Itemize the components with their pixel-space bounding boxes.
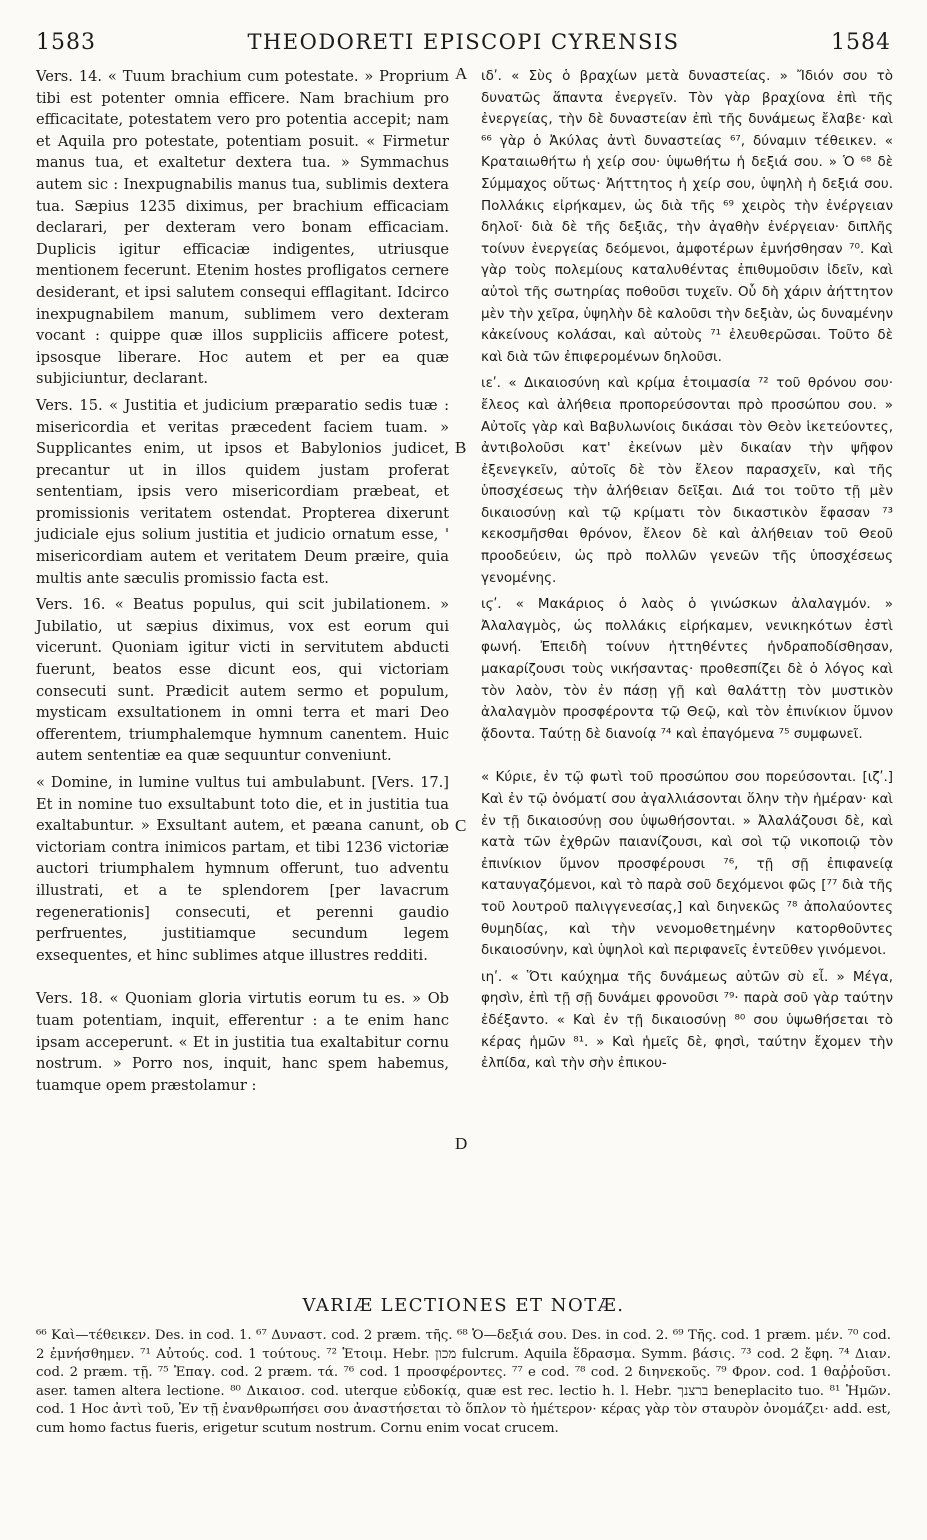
greek-paragraph: ιδʹ. « Σὺς ὁ βραχίων μετὰ δυναστείας. » Ἴδιόν σου τὸ δυνατῶς ἅπαντα ἐνεργεῖν. Τὸν γὰρ βραχίονα ἐπὶ τῆς ἐνεργείας, τὴν δὲ δυναστείαν ἐπὶ τῆς δυνάμεως ἔλαβε· καὶ ⁶⁶ γὰρ ὁ Ἀκύλας ἀντὶ δυναστείας ⁶⁷, δύναμιν τέθεικεν. « Κραταιωθήτω ἡ χείρ σου· ὑψωθήτω ἡ δεξιά σου. » Ὁ ⁶⁸ δὲ Σύμμαχος οὕτως· Ἀήττητος ἡ χείρ σου, ὑψηλὴ ἡ δεξιά σου. Πολλάκις εἰρήκαμεν, ὡς διὰ τῆς ⁶⁹ χειρὸς τὴν ἐνέργειαν δηλοῖ· διὰ δὲ τῆς δεξιᾶς, τὴν ἀγαθὴν ἐνέργειαν· διπλῆς τοίνυν ἐνεργείας δεόμενοι, ἀμφοτέρων ἐμνήσθησαν ⁷⁰. Καὶ γὰρ τοὺς πολεμίους καταλυθέντας ἐπιθυμοῦσιν ἰδεῖν, καὶ αὐτοὶ τῆς σωτηρίας ποθοῦσι τυχεῖν. Οὗ δὴ χάριν ἀήττητον μὲν τὴν χεῖρα, ὑψηλὴν δὲ καλοῦσι τὴν δεξιὰν, ὡς δυναμένην κἀκείνους κολάσαι, καὶ αὐτοὺς ⁷¹ ἐλευθερῶσαι. Τοῦτο δὲ καὶ διὰ τῶν ἐπιφερομένων δηλοῦσι. (481, 68, 893, 365)
latin-column (36, 66, 449, 1096)
margin-letter-d: D (455, 1134, 468, 1153)
notes-heading: VARIÆ LECTIONES ET NOTÆ. (302, 1295, 625, 1316)
margin-letter-a: A (455, 64, 468, 83)
running-head (36, 30, 891, 60)
latin-paragraph: Vers. 18. « Quoniam gloria virtutis eorum tu es. » Ob tuam potentiam, inquit, efferentur : a te enim hanc ipsam acceperunt. « Et in justitia tua exaltabitur cornu nostrum. » Porro nos, inquit, hanc spem habemus, tuamque opem præstolamur : (36, 990, 449, 1094)
latin-paragraph: Vers. 15. « Justitia et judicium præparatio sedis tuæ : misericordia et veritas præcedent faciem tuam. » Supplicantes enim, ut ipsos et Babylonios judicet, precantur ut in illos quidem justam proferat sententiam, ipsis vero misericordiam præbeat, et promissionis veritatem ostendat. Propterea dixerunt judiciale ejus solium justitia et judicio ornatum esse, ' misericordiam autem et veritatem Deum præire, quia multis ante sæculis promissio facta est. (36, 396, 449, 587)
margin-letter-b: B (455, 438, 467, 457)
margin-letter-c: C (455, 816, 467, 835)
running-title: THEODORETI EPISCOPI CYRENSIS (247, 30, 680, 54)
latin-paragraph: Vers. 16. « Beatus populus, qui scit jubilationem. » Jubilatio, ut sæpius diximus, vox est eorum qui vicerunt. Quoniam igitur victi in servitutem abducti fuerunt, beatos esse dicunt eos, qui victoriam consecuti sunt. Prædicit autem sermo et populum, mysticam exsultationem in omni terra et mari Deo offerentem, triumphalemque hymnum canentem. Huic autem sententiæ ea quæ sequuntur conveniunt. (36, 596, 449, 765)
latin-paragraph: Vers. 14. « Tuum brachium cum potestate. » Proprium tibi est potenter omnia efficere. Nam brachium pro efficacitate, potestatem vero pro potentia accepit; nam et Aquila pro potestate, potentiam posuit. « Firmetur manus tua, et exaltetur dextera tua. » Symmachus autem sic : Inexpugnabilis manus tua, sublimis dextera tua. Sæpius 1235 diximus, per brachium efficaciam declarari, per dexteram vero bonam efficaciam. Duplicis igitur efficaciæ indigentes, utriusque mentionem fecerunt. Etenim hostes profligatos cernere desiderant, et ipsi salutem consequi efflagitant. Idcirco inexpugnabilem manum, sublimem vero dexteram vocant : quippe quæ illos suppliciis afficere potest, ipsosque liberare. Hoc autem et per ea quæ subjiciuntur, declarant. (36, 68, 449, 388)
page-number-right: 1584 (831, 30, 891, 55)
notes-text: ⁶⁶ Καὶ—τέθεικεν. Des. in cod. 1. ⁶⁷ Δυναστ. cod. 2 præm. τῆς. ⁶⁸ Ὁ—δεξιά σου. Des. in cod. 2. ⁶⁹ Τῆς. cod. 1 præm. μέν. ⁷⁰ cod. 2 ἐμνήσθημεν. ⁷¹ Αὐτούς. cod. 1 τούτους. ⁷² Ἑτοιμ. Hebr. מכון fulcrum. Aquila ἕδρασμα. Symm. βάσις. ⁷³ cod. 2 ἔφη. ⁷⁴ Διαν. cod. 2 præm. τῇ. ⁷⁵ Ἐπαγ. cod. 2 præm. τά. ⁷⁶ cod. 1 προσφέροντες. ⁷⁷ e cod. ⁷⁸ cod. 2 διηνεκοῦς. ⁷⁹ Φρον. cod. 1 θαῤῥοῦσι. aser. tamen altera lectione. ⁸⁰ Δικαιοσ. cod. uterque εὐδοκίᾳ, quæ est rec. lectio h. l. Hebr. ברצנך beneplacito tuo. ⁸¹ Ἡμῶν. cod. 1 Hoc ἀντὶ τοῦ, Ἐν τῇ ἐνανθρωπήσει σου ἀναστήσεται τὸ ὅπλον τὸ ἡμέτερον· κέρας γὰρ τὸν σταυρὸν ὀνομάζει· add. est, cum homo factus fueris, erigetur scutum nostrum. Cornu enim vocat crucem. (36, 1328, 891, 1436)
variant-notes (36, 1327, 891, 1439)
greek-paragraph: ιηʹ. « Ὅτι καύχημα τῆς δυνάμεως αὐτῶν σὺ εἶ. » Μέγα, φησὶν, ἐπὶ τῇ σῇ δυνάμει φρονοῦσι ⁷⁹· παρὰ σοῦ γὰρ ταύτην ἐδέξαντο. « Καὶ ἐν τῇ δικαιοσύνῃ ⁸⁰ σου ὑψωθήσεται τὸ κέρας ἡμῶν ⁸¹. » Καὶ ἡμεῖς δὲ, φησὶ, ταύτην ἔχομεν τὴν ἐλπίδα, καὶ τὴν σὴν ἐπικου- (481, 968, 893, 1072)
greek-column (481, 66, 893, 1075)
greek-paragraph: ιϛʹ. « Μακάριος ὁ λαὸς ὁ γινώσκων ἀλαλαγμόν. » Ἀλαλαγμὸς, ὡς πολλάκις εἰρήκαμεν, νενικηκότων ἐστὶ φωνή. Ἐπειδὴ τοίνυν ἡττηθέντες ἠνδραποδίσθησαν, μακαρίζουσι τοὺς νικήσαντας· προθεσπίζει δὲ ὁ λόγος καὶ τὸν λαὸν, τὸν ἐν πάσῃ γῇ καὶ θαλάττῃ τὸν μυστικὸν ἀλαλαγμὸν προσφέροντα τῷ Θεῷ, καὶ τὸν ἐπινίκιον ὕμνον ᾄδοντα. Ταύτῃ δὲ διανοίᾳ ⁷⁴ καὶ ἐπαγόμενα ⁷⁵ συμφωνεῖ. (481, 596, 893, 742)
page-number-left: 1583 (36, 30, 96, 55)
latin-paragraph: « Domine, in lumine vultus tui ambulabunt. [Vers. 17.] Et in nomine tuo exsultabunt toto die, et in justitia tua exaltabuntur. » Exsultant autem, et pæana canunt, ob victoriam contra inimicos partam, et tibi 1236 victoriæ auctori triumphalem hymnum offerunt, tuo adventu illustrati, et a te splendorem [per lavacrum regenerationis] consecuti, et perenni gaudio perfruentes, justitiamque secundum legem exsequentes, et hinc sublimes atque illustres redditi. (36, 774, 449, 964)
greek-paragraph: ιεʹ. « Δικαιοσύνη καὶ κρίμα ἑτοιμασία ⁷² τοῦ θρόνου σου· ἔλεος καὶ ἀλήθεια προπορεύσονται πρὸ προσώπου σου. » Αὐτοῖς γὰρ καὶ Βαβυλωνίοις δικάσαι τὸν Θεὸν ἱκετεύοντες, ἀντιβολοῦσι κατ' ἐκείνων μὲν δικαίαν τὴν ψῆφον ἐξενεγκεῖν, αὐτοῖς δὲ τὸν ἔλεον παρασχεῖν, καὶ τῆς ὑποσχέσεως τὴν ἀλήθειαν δεῖξαι. Διά τοι τοῦτο τῇ μὲν δικαιοσύνῃ καὶ τῷ κρίματι τὸν δικαστικὸν ἔφασαν ⁷³ κεκοσμῆσθαι θρόνον, ἔλεον δὲ καὶ ἀλήθειαν τοῦ Θεοῦ προοδεύειν, ὡς πρὸ πολλῶν γενεῶν τῆς ὑποσχέσεως γενομένης. (481, 375, 893, 586)
greek-paragraph: « Κύριε, ἐν τῷ φωτὶ τοῦ προσώπου σου πορεύσονται. [ιζʹ.] Καὶ ἐν τῷ ὀνόματί σου ἀγαλλιάσονται ὅλην τὴν ἡμέραν· καὶ ἐν τῇ δικαιοσύνῃ σου ὑψωθήσονται. » Ἀλαλάζουσι δὲ, καὶ κατὰ τῶν ἐχθρῶν παιανίζουσι, καὶ σοὶ τῷ νικοποιῷ τὸν ἐπινίκιον ὕμνον προσφέρουσι ⁷⁶, τῇ σῇ ἐπιφανείᾳ καταυγαζόμενοι, καὶ τὸ παρὰ σοῦ δεχόμενοι φῶς [⁷⁷ διὰ τῆς τοῦ λουτροῦ παλιγγενεσίας,] καὶ διηνεκῶς ⁷⁸ ἀπολαύοντες θυμηδίας, καὶ τὴν νενομοθετημένην κατορθοῦντες δικαιοσύνην, καὶ ὑψηλοὶ καὶ περιφανεῖς ἐντεῦθεν γινόμενοι. (481, 769, 893, 959)
